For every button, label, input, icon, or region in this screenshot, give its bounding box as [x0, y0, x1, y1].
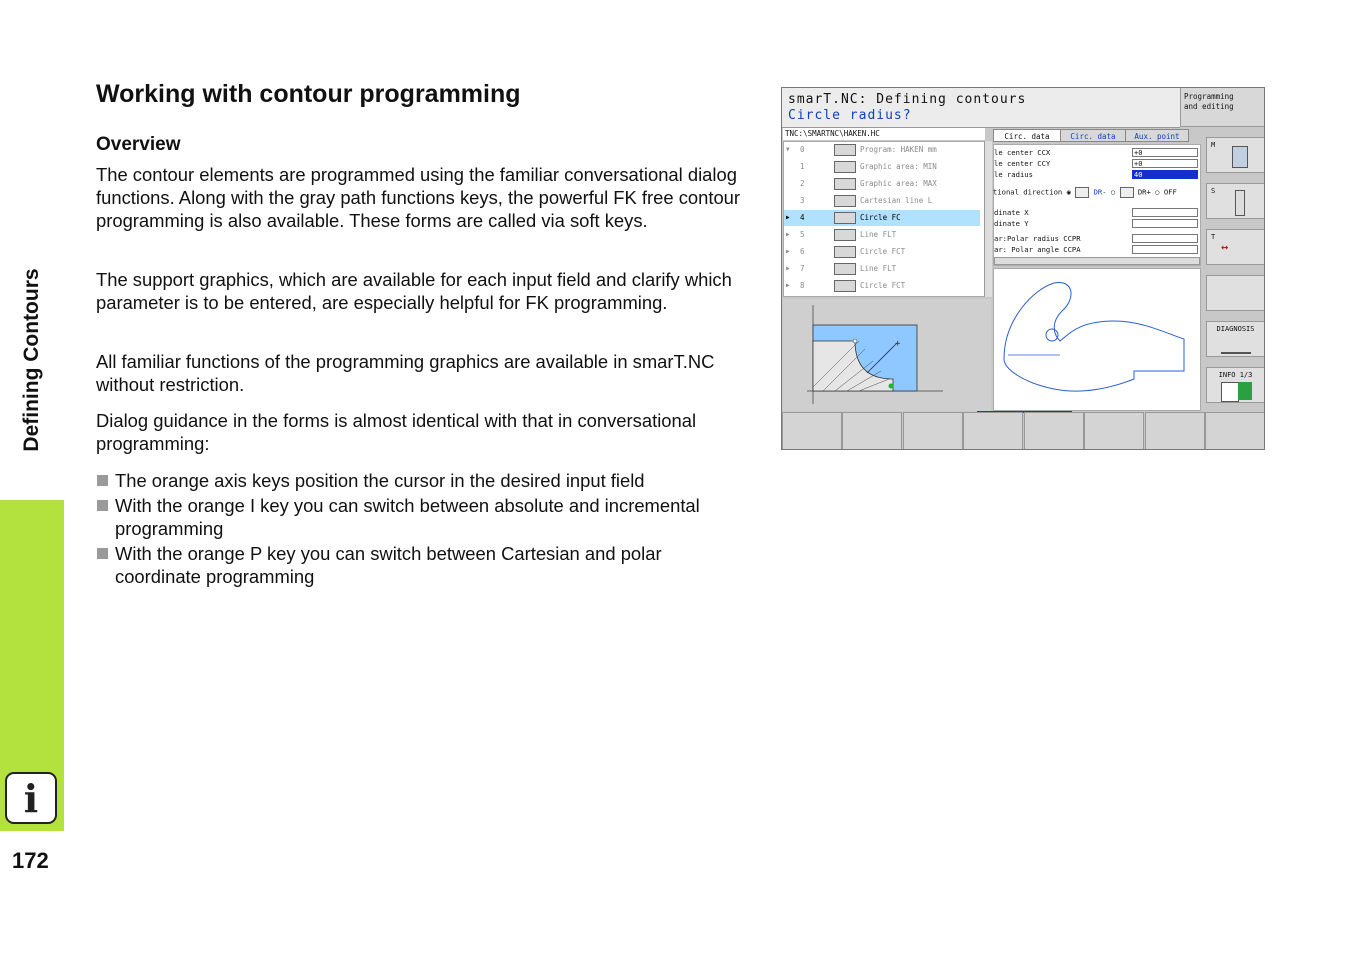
paragraph-3: All familiar functions of the programming graphics are available in smarT.NC without restriction.: [96, 351, 715, 395]
line-fk-icon: [834, 263, 856, 275]
screen-title: smarT.NC: Defining contours: [788, 92, 1027, 107]
softkey-8[interactable]: [1205, 412, 1265, 450]
softkey-4[interactable]: [963, 412, 1023, 450]
help-graphic: [783, 299, 991, 411]
field-label: le center CCY: [994, 159, 1051, 168]
empty-softkey[interactable]: [1206, 275, 1265, 311]
list-item: The orange axis keys position the cursor in the desired input field: [96, 469, 751, 492]
circle-icon: [834, 212, 856, 224]
s-function-key[interactable]: S: [1206, 183, 1265, 219]
m-function-key[interactable]: M: [1206, 137, 1265, 173]
y-input[interactable]: [1132, 219, 1198, 228]
graphic-area-min-icon: [834, 161, 856, 173]
tool-change-icon: ↔: [1221, 240, 1229, 254]
radius-input[interactable]: 40: [1132, 170, 1198, 179]
dr-minus-icon: [1075, 187, 1089, 198]
radio-icon[interactable]: ◉: [1066, 187, 1071, 197]
tree-item[interactable]: ▶ 6 Circle FCT: [784, 244, 980, 260]
circle-fk-icon: [834, 280, 856, 292]
softkey-3[interactable]: [903, 412, 963, 450]
softkey-1[interactable]: [782, 412, 842, 450]
info-key[interactable]: INFO 1/3: [1206, 367, 1265, 403]
softkey-6[interactable]: [1084, 412, 1144, 450]
bullet-square-icon: [97, 475, 108, 486]
info-page-icon: [1221, 382, 1239, 402]
expand-arrow-icon: ▶: [786, 265, 790, 272]
tab-aux-point[interactable]: Aux. point: [1125, 129, 1189, 142]
bullet-list: [96, 469, 751, 590]
programming-graphic: [993, 268, 1201, 411]
paragraph-4: Dialog guidance in the forms is almost identical with that in conversational programming:: [96, 410, 697, 454]
diagnosis-icon: [1221, 338, 1251, 354]
svg-text:+: +: [895, 339, 901, 349]
section-heading: Overview: [96, 134, 181, 155]
vertical-softkeys: [1206, 137, 1265, 411]
tree-item[interactable]: ▶ 8 Circle FCT: [784, 278, 980, 294]
tree-item[interactable]: 1 Graphic area: MIN: [800, 162, 937, 171]
ccpr-input[interactable]: [1132, 234, 1198, 243]
tab-circ-data-1[interactable]: Circ. data: [993, 129, 1061, 142]
ccy-input[interactable]: +0: [1132, 159, 1198, 168]
line-icon: [834, 195, 856, 207]
field-label: le radius: [994, 170, 1033, 179]
page-title: Working with contour programming: [96, 80, 521, 108]
paragraph-1: The contour elements are programmed using the familiar conversational dialog functions. Along with the gray path functions keys, the powerful FK free contour programming is also available. These forms are called via soft keys.: [96, 164, 741, 231]
radio-icon[interactable]: ○: [1155, 187, 1160, 197]
expand-arrow-icon: ▶: [786, 282, 790, 289]
tnc-screenshot: [781, 87, 1265, 450]
help-graphic-svg: [783, 299, 991, 411]
ccpa-input[interactable]: [1132, 245, 1198, 254]
tree-item[interactable]: 2 Graphic area: MAX: [800, 179, 937, 188]
softkey-7[interactable]: [1145, 412, 1205, 450]
tree-item[interactable]: ▶ 7 Line FLT: [784, 261, 980, 277]
t-function-key[interactable]: T ↔: [1206, 229, 1265, 265]
tab-circ-data-2[interactable]: Circ. data: [1060, 129, 1126, 142]
direction-row: tional direction ◉ DR- ○ DR+ ○ OFF: [993, 187, 1177, 197]
field-label: dinate Y: [994, 219, 1029, 228]
program-icon: [834, 144, 856, 156]
tree-item[interactable]: ▼ 0 Program: HAKEN mm: [784, 142, 980, 158]
bullet-square-icon: [97, 548, 108, 559]
chapter-title: Defining Contours: [20, 268, 43, 452]
screen-header: [782, 88, 1180, 128]
info-icon: i: [5, 772, 57, 824]
expand-arrow-icon: ▼: [786, 146, 790, 153]
expand-arrow-icon: ▶: [786, 214, 790, 221]
chapter-title-vertical: [14, 250, 50, 470]
field-label: dinate X: [994, 208, 1029, 217]
radio-icon[interactable]: ○: [1110, 187, 1116, 197]
file-path: TNC:\SMARTNC\HAKEN.HC: [783, 128, 985, 140]
field-label: ar: Polar angle CCPA: [994, 245, 1081, 254]
dr-plus-icon: [1120, 187, 1134, 198]
tree-scrollbar[interactable]: [984, 141, 992, 297]
bullet-square-icon: [97, 500, 108, 511]
tree-item[interactable]: ▶ 5 Line FLT: [784, 227, 980, 243]
ccx-input[interactable]: +0: [1132, 148, 1198, 157]
softkey-5[interactable]: [1024, 412, 1084, 450]
contour-graphic-svg: [994, 269, 1200, 410]
diagnosis-key[interactable]: DIAGNOSIS: [1206, 321, 1265, 357]
paragraph-2: The support graphics, which are available for each input field and clarify which parameter is to be entered, are especially helpful for FK programming.: [96, 269, 732, 313]
machine-icon: [1232, 146, 1248, 168]
line-fk-icon: [834, 229, 856, 241]
tree-item[interactable]: 3 Cartesian line L: [800, 196, 933, 205]
list-item: With the orange I key you can switch between absolute and incremental programming: [96, 494, 751, 540]
softkey-bar: [782, 412, 1265, 450]
circle-fk-icon: [834, 246, 856, 258]
expand-arrow-icon: ▶: [786, 248, 790, 255]
field-label: le center CCX: [994, 148, 1051, 157]
field-label: ar:Polar radius CCPR: [994, 234, 1081, 243]
x-input[interactable]: [1132, 208, 1198, 217]
program-tree: [783, 141, 985, 297]
softkey-2[interactable]: [842, 412, 902, 450]
info-green-icon: [1238, 382, 1252, 400]
form-hscrollbar[interactable]: [994, 257, 1200, 265]
dialog-prompt: Circle radius?: [788, 108, 912, 123]
operating-mode: Programming and editing: [1180, 88, 1265, 127]
graphic-area-max-icon: [834, 178, 856, 190]
list-item: With the orange P key you can switch between Cartesian and polar coordinate programming: [96, 542, 751, 588]
page-number: 172: [12, 848, 49, 873]
expand-arrow-icon: ▶: [786, 231, 790, 238]
tree-item-selected[interactable]: ▶ 4 Circle FC: [784, 210, 980, 226]
spindle-icon: [1235, 190, 1245, 216]
